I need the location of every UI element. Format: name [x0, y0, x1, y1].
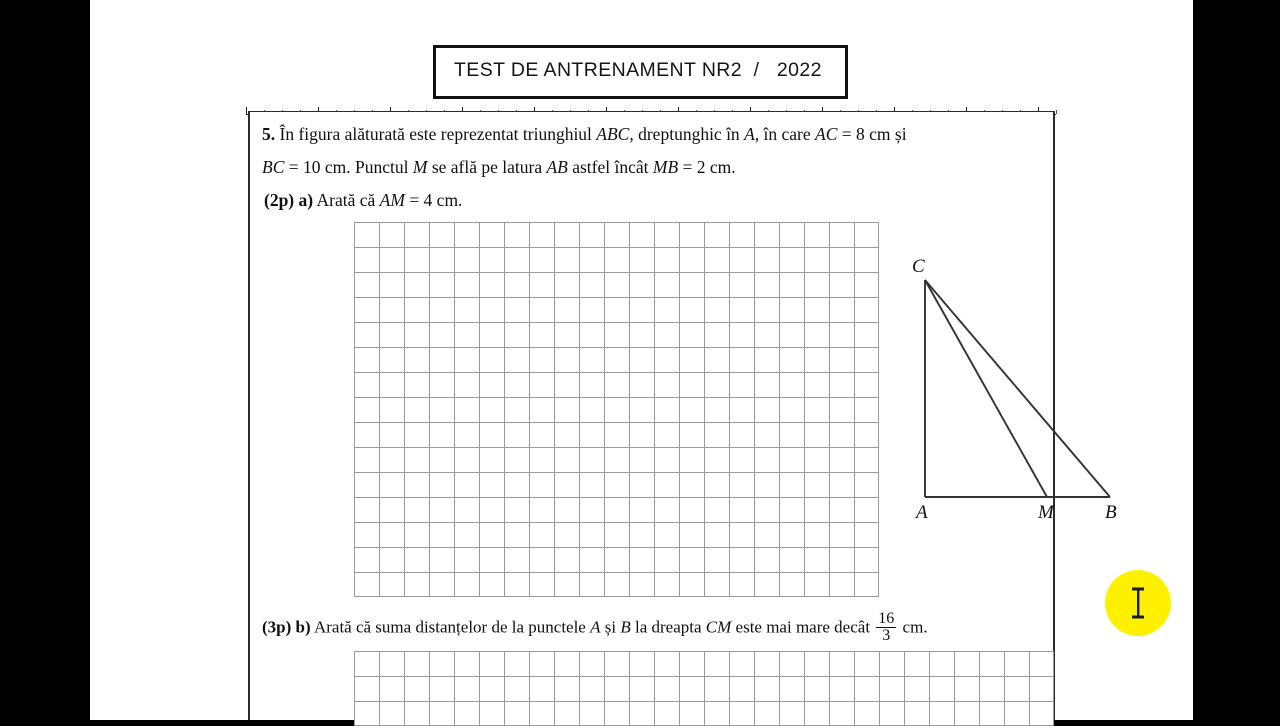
statement-text-3: , în care: [754, 124, 816, 144]
segment-ab-label: AB: [546, 157, 568, 177]
item-b-unit: cm.: [898, 617, 928, 637]
segment-mb-label: MB: [652, 157, 679, 177]
problem-item-b: [262, 611, 928, 645]
item-a-text: Arată că: [313, 190, 380, 210]
figure-label-a: A: [916, 502, 928, 523]
ruler-tick: [246, 107, 247, 114]
answer-grid-bottom[interactable]: [354, 651, 1054, 726]
test-title-box: [433, 45, 848, 99]
item-b-conjunction: și: [600, 617, 621, 637]
fraction-denominator: 3: [876, 627, 896, 644]
vertex-a-label: A: [744, 124, 755, 144]
fraction-sixteen-thirds: [876, 611, 896, 645]
figure-label-c: C: [912, 256, 925, 277]
cevian-cm: [925, 280, 1047, 497]
statement-text-4: se află pe latura: [427, 157, 547, 177]
segment-ac-value: = 8 cm și: [837, 124, 907, 144]
item-b-point-a: A: [590, 617, 601, 637]
item-b-points: (3p) b): [262, 617, 311, 637]
item-b-line-cm: CM: [705, 617, 732, 637]
item-a-points: (2p) a): [264, 190, 314, 210]
statement-text-1: În figura alăturată este reprezentat triunghiul: [275, 124, 597, 144]
item-b-text-2: la dreapta: [630, 617, 706, 637]
segment-am-value: = 4 cm.: [404, 190, 463, 210]
item-b-point-b: B: [620, 617, 631, 637]
fraction-numerator: 16: [878, 610, 895, 627]
letterbox-right-bar: [1193, 0, 1280, 720]
figure-label-b: B: [1105, 502, 1117, 523]
segment-am-label: AM: [379, 190, 405, 210]
segment-ac-label: AC: [815, 124, 838, 144]
item-b-text-1: Arată că suma distanțelor de la punctele: [310, 617, 591, 637]
triangle-svg: [900, 252, 1140, 552]
ruler-tick: [1056, 110, 1057, 114]
segment-bc-label: BC: [262, 157, 285, 177]
problem-statement-line-1: [262, 126, 1048, 144]
item-b-text-3: este mai mare decât: [731, 617, 875, 637]
text-cursor-icon: [1131, 586, 1145, 620]
document-page: [90, 0, 1193, 720]
problem-container: [248, 111, 1117, 720]
segment-mb-value: = 2 cm.: [678, 157, 736, 177]
segment-bc-value: = 10 cm. Punctul: [284, 157, 413, 177]
statement-text-5: astfel încât: [567, 157, 653, 177]
problem-item-a: [264, 192, 462, 210]
letterbox-left-bar: [0, 0, 90, 720]
problem-number: 5.: [262, 124, 276, 144]
test-title-text: TEST DE ANTRENAMENT NR2 / 2022: [454, 59, 822, 81]
statement-text-2: , dreptunghic în: [629, 124, 745, 144]
answer-grid-main[interactable]: [354, 222, 879, 597]
figure-label-m: M: [1038, 502, 1054, 523]
problem-statement-line-2: [262, 159, 736, 177]
triangle-abc-label: ABC: [596, 124, 630, 144]
side-cb: [925, 280, 1110, 497]
triangle-figure: [900, 252, 1140, 552]
point-m-label: M: [412, 157, 428, 177]
